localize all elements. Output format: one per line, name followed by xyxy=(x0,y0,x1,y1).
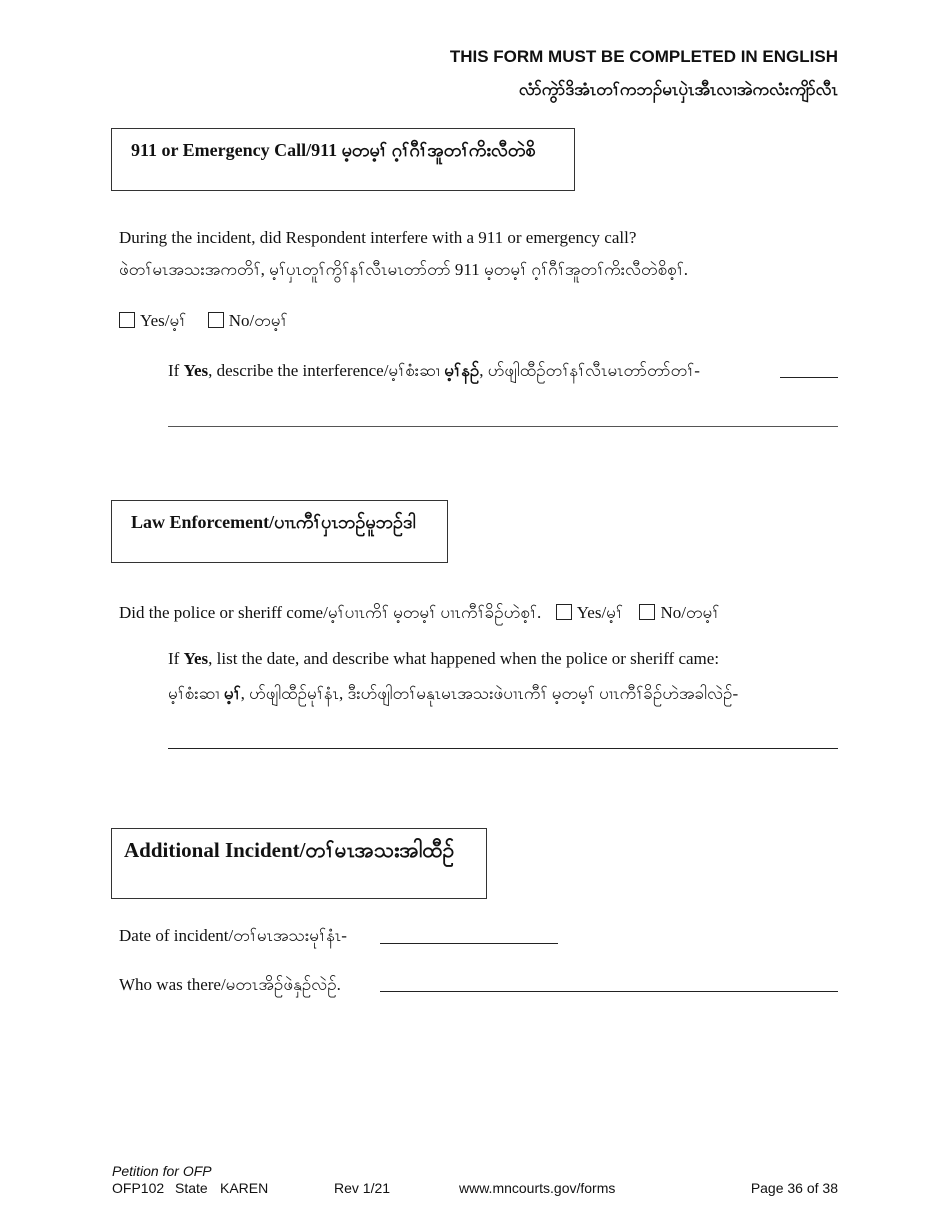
footer-revision: Rev 1/21 xyxy=(334,1180,391,1196)
label-police-yes: Yes/မ့ၢ် xyxy=(576,603,623,622)
section-911-title: 911 or Emergency Call/911 မ့တမ့ၢ် ဂ့ၢ်ဂီၢ်အူတၢ်ကိးလီတဲစိ xyxy=(131,140,536,160)
if-yes-911-instruction: If Yes, describe the interference/မ့ၢ်စံးဆၢ မ့ၢ်နဉ်, ဟ်ဖျါထီဉ်တၢ်နၢ်လီၤမၤတာ်တာ်တၢ်- xyxy=(168,361,700,380)
footer-page-number: Page 36 of 38 xyxy=(750,1180,838,1196)
section-law-title: Law Enforcement/ပၢၤကီၢ်ပှၤဘဉ်မူဘဉ်ဒါ xyxy=(131,512,416,532)
checkbox-police-no[interactable] xyxy=(639,604,655,620)
form-language-notice: THIS FORM MUST BE COMPLETED IN ENGLISH xyxy=(449,47,838,66)
label-911-no: No/တမ့ၢ် xyxy=(228,311,288,330)
if-yes-police-instruction-en: If Yes, list the date, and describe what happened when the police or sheriff came: xyxy=(168,649,720,668)
footer-state: State xyxy=(175,1180,208,1196)
question-police: Did the police or sheriff come/မ့ၢ်ပၢၤကိၢ် မ့တမ့ၢ် ပၢၤကီၢ်ခိဉ်ဟဲစ့ၢ်. Yes/မ့ၢ် No/တမ့ၢ် xyxy=(119,603,720,622)
checkbox-911-yes[interactable] xyxy=(119,312,135,328)
label-police-no: No/တမ့ၢ် xyxy=(660,603,720,622)
footer-language: KAREN xyxy=(220,1180,269,1196)
who-was-there-label: Who was there/မတၤအိဉ်ဖဲနှဉ်လဲဉ်. xyxy=(119,975,341,994)
footer-url: www.mncourts.gov/forms xyxy=(459,1180,616,1196)
section-additional-title-box xyxy=(111,828,487,899)
question-911-karen: ဖဲတၢ်မၤအသးအကတိၢ်, မ့ၢ်ပှၤတူၢ်ကွိၢ်နၢ်လီၤမၤတာ်တာ် 911 မ့တမ့ၢ် ဂ့ၢ်ဂီၢ်အူတၢ်ကိးလီတဲစိစ့ၢ်. xyxy=(119,260,689,279)
checkbox-911-no[interactable] xyxy=(208,312,224,328)
form-language-notice-karen: လံာ်ကွဲာ်ဒိအံၤတၢ်ကဘၣ်မၤပှဲၤအီၤလၢအဲကလံးကျိာ်လီၤ xyxy=(518,80,838,99)
footer-form-number: OFP102 xyxy=(112,1180,165,1196)
checkbox-police-yes[interactable] xyxy=(556,604,572,620)
footer-form-title: Petition for OFP xyxy=(112,1163,212,1179)
if-yes-police-instruction-karen: မ့ၢ်စံးဆၢ မ့ၢ်, ဟ်ဖျါထီဉ်မုၢ်နံၤ, ဒီးဟ်ဖျါတၢ်မနုၤမၤအသးဖဲပၢၤကီၢ် မ့တမ့ၢ် ပၢၤကီၢ်ခိဉ်ဟဲအခါလဲဉ်- xyxy=(168,684,739,703)
date-of-incident-label: Date of incident/တၢ်မၤအသးမုၢ်နံၤ- xyxy=(119,926,347,945)
police-answer-line[interactable] xyxy=(168,748,838,749)
section-additional-title: Additional Incident/တၢ်မၤအသးအါထီဉ် xyxy=(124,838,455,862)
question-911-en: During the incident, did Respondent interfere with a 911 or emergency call? xyxy=(119,228,637,247)
answer-911-options xyxy=(119,310,288,335)
label-911-yes: Yes/မ့ၢ် xyxy=(140,311,187,330)
who-was-there-field[interactable] xyxy=(380,991,838,992)
interference-answer-line-2[interactable] xyxy=(168,426,838,427)
date-of-incident-field[interactable] xyxy=(380,943,558,944)
interference-answer-line-1[interactable] xyxy=(780,377,838,378)
section-law-title-box xyxy=(111,500,448,563)
section-911-title-box xyxy=(111,128,575,191)
